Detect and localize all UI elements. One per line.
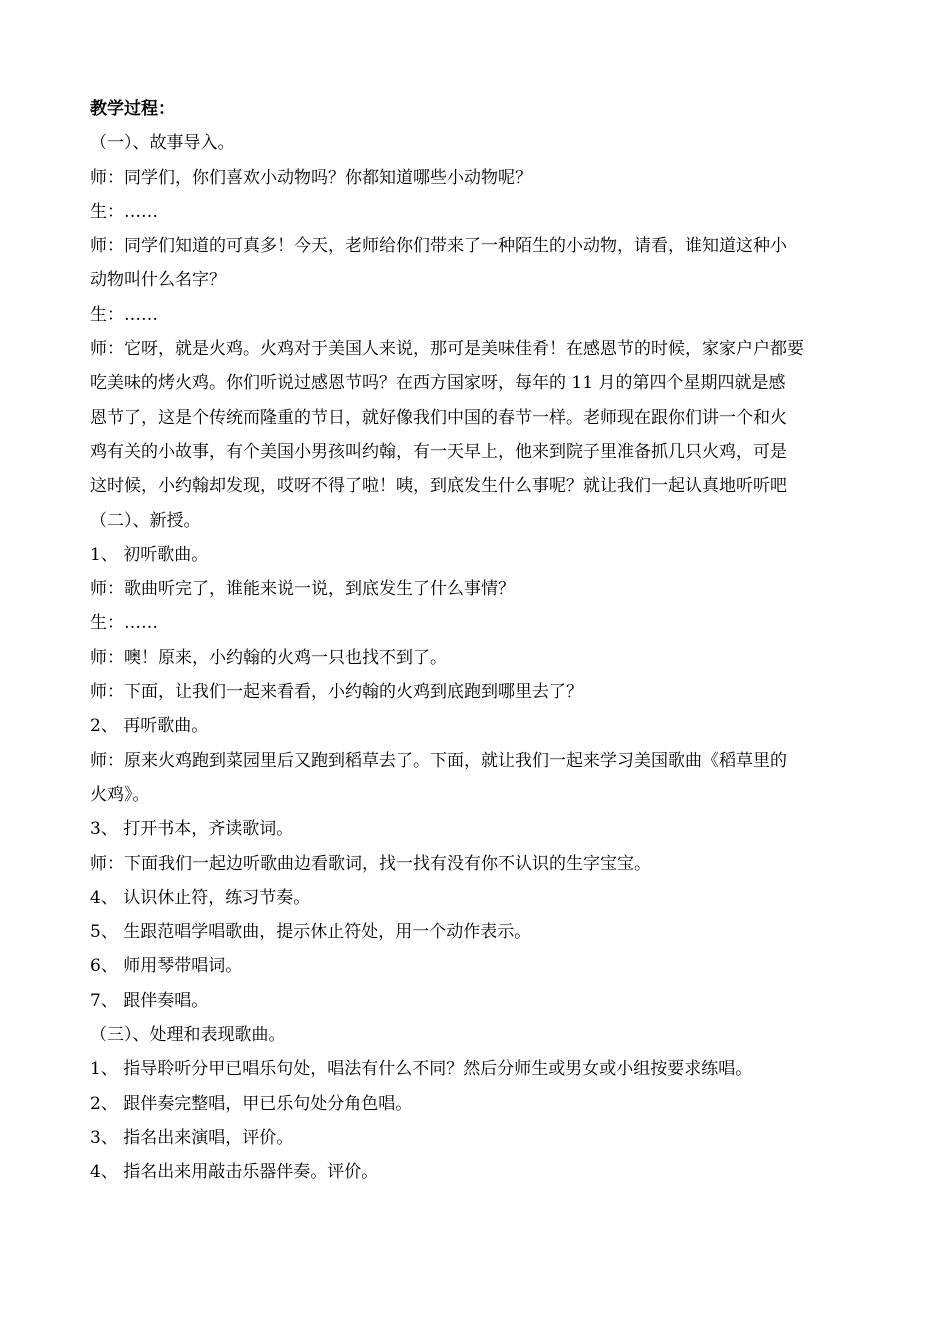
list-item: 4、 认识休止符，练习节奏。 — [90, 887, 311, 908]
list-item: 1、 初听歌曲。 — [90, 544, 209, 565]
paragraph-line: 生：…… — [90, 304, 158, 325]
paragraph-line: 这时候，小约翰却发现，哎呀不得了啦！咦，到底发生什么事呢？就让我们一起认真地听听吧 — [90, 476, 787, 497]
list-item: 7、 跟伴奏唱。 — [90, 990, 209, 1011]
document-page — [90, 92, 862, 1190]
section-heading-story-intro: （一）、故事导入。 — [90, 133, 235, 154]
section-heading-new-lesson: （二）、新授。 — [90, 510, 201, 531]
paragraph-line: 火鸡》。 — [90, 784, 150, 805]
paragraph-line: 师：噢！原来，小约翰的火鸡一只也找不到了。 — [90, 647, 447, 668]
list-item: 4、 指名出来用敲击乐器伴奏。评价。 — [90, 1162, 379, 1183]
paragraph-line: 师：歌曲听完了，谁能来说一说，到底发生了什么事情？ — [90, 579, 515, 600]
paragraph-line: 鸡有关的小故事，有个美国小男孩叫约翰，有一天早上，他来到院子里准备抓几只火鸡，可是 — [90, 441, 787, 462]
paragraph-line: 恩节了，这是个传统而隆重的节日，就好像我们中国的春节一样。老师现在跟你们讲一个和火 — [90, 407, 787, 428]
list-item: 5、 生跟范唱学唱歌曲，提示休止符处，用一个动作表示。 — [90, 922, 532, 943]
paragraph-line: 师：下面，让我们一起来看看，小约翰的火鸡到底跑到哪里去了？ — [90, 682, 583, 703]
list-item: 2、 跟伴奏完整唱，甲已乐句处分角色唱。 — [90, 1093, 413, 1114]
list-item: 6、 师用琴带唱词。 — [90, 956, 243, 977]
paragraph-line: 师：同学们知道的可真多！今天，老师给你们带来了一种陌生的小动物，请看，谁知道这种小 — [90, 236, 787, 257]
section-heading-song-performance: （三）、处理和表现歌曲。 — [90, 1025, 286, 1046]
list-item: 3、 指名出来演唱，评价。 — [90, 1127, 294, 1148]
list-item: 1、 指导聆听分甲已唱乐句处，唱法有什么不同？然后分师生或男女或小组按要求练唱。 — [90, 1059, 753, 1080]
list-item: 2、 再听歌曲。 — [90, 716, 209, 737]
paragraph-line: 动物叫什么名字？ — [90, 270, 226, 291]
paragraph-line: 师：同学们，你们喜欢小动物吗？你都知道哪些小动物呢？ — [90, 167, 532, 188]
paragraph-line: 生：…… — [90, 613, 158, 634]
section-heading-teaching-process: 教学过程： — [90, 99, 175, 119]
paragraph-line: 吃美味的烤火鸡。你们听说过感恩节吗？在西方国家呀，每年的 11 月的第四个星期四就是感 — [90, 373, 786, 394]
list-item: 3、 打开书本，齐读歌词。 — [90, 819, 294, 840]
paragraph-line: 生：…… — [90, 201, 158, 222]
paragraph-line: 师：它呀，就是火鸡。火鸡对于美国人来说，那可是美味佳肴！在感恩节的时候，家家户户都要 — [90, 339, 804, 360]
paragraph-line: 师：原来火鸡跑到菜园里后又跑到稻草去了。下面，就让我们一起来学习美国歌曲《稻草里的 — [90, 750, 787, 771]
paragraph-line: 师：下面我们一起边听歌曲边看歌词，找一找有没有你不认识的生字宝宝。 — [90, 853, 651, 874]
